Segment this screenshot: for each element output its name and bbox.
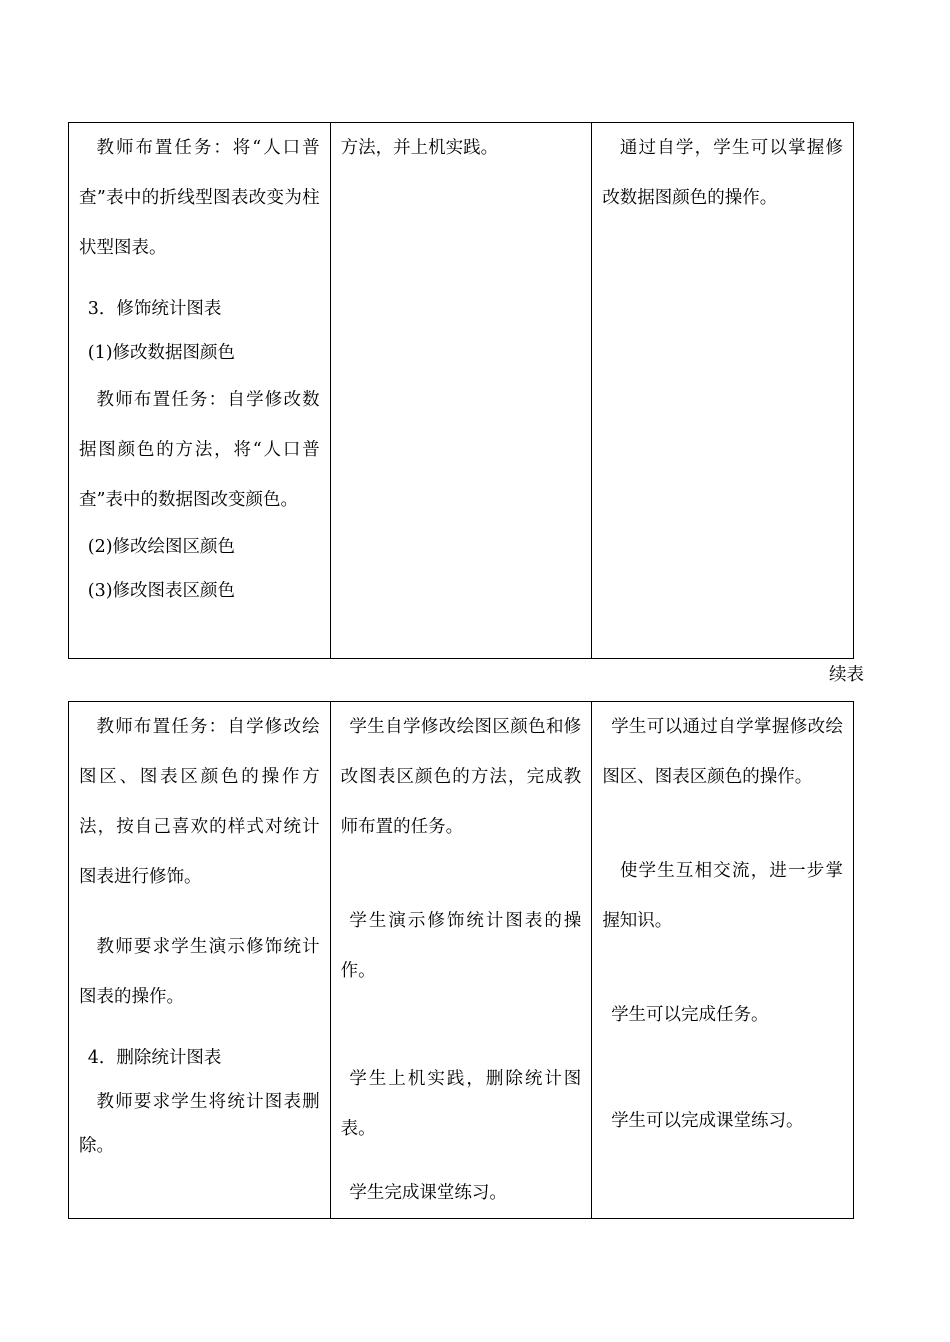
- table-row: [69, 702, 854, 1219]
- teacher-request-demo: 教师要求学生演示修饰统计图表的操作。: [79, 937, 320, 1007]
- subsection-data-color: (1)修改数据图颜色: [87, 343, 236, 363]
- student-practice-text: 方法，并上机实践。: [340, 138, 499, 158]
- student-self-study-text: 学生自学修改绘图区颜色和修改图表区颜色的方法，完成教师布置的任务。: [340, 717, 582, 837]
- lesson-table-part-2: [68, 701, 854, 1219]
- teacher-activity-cell: [69, 123, 331, 659]
- table-row: [69, 123, 854, 659]
- design-intent-complete-exercise: 学生可以完成课堂练习。: [611, 1111, 804, 1131]
- design-intent-exchange: 使学生互相交流，进一步掌握知识。: [602, 861, 843, 931]
- student-delete-practice-text: 学生上机实践，删除统计图表。: [340, 1069, 582, 1139]
- design-intent-cell: [592, 123, 854, 659]
- subsection-chart-area-color: (3)修改图表区颜色: [87, 581, 236, 601]
- continued-table-label: 续表: [829, 665, 864, 685]
- teacher-task-change-chart-type: 教师布置任务：将“人口普查”表中的折线型图表改变为柱状型图表。: [79, 138, 320, 258]
- student-activity-cell: [330, 702, 592, 1219]
- teacher-task-decorate-areas: 教师布置任务：自学修改绘图区、图表区颜色的操作方法，按自己喜欢的样式对统计图表进行修饰。: [79, 717, 320, 887]
- design-intent-complete-task: 学生可以完成任务。: [611, 1005, 769, 1025]
- design-intent-cell: [592, 702, 854, 1219]
- teacher-task-data-color: 教师布置任务：自学修改数据图颜色的方法，将“人口普查”表中的数据图改变颜色。: [79, 390, 320, 510]
- student-class-exercise-text: 学生完成课堂练习。: [349, 1183, 507, 1203]
- subsection-plot-area-color: (2)修改绘图区颜色: [87, 537, 236, 557]
- student-demo-text: 学生演示修饰统计图表的操作。: [340, 911, 582, 981]
- design-intent-self-study: 学生可以通过自学掌握修改绘图区、图表区颜色的操作。: [602, 717, 843, 787]
- design-intent-text: 通过自学，学生可以掌握修改数据图颜色的操作。: [602, 138, 843, 208]
- section-heading-decorate-chart: 3．修饰统计图表: [87, 299, 222, 319]
- teacher-activity-cell: [69, 702, 331, 1219]
- teacher-request-delete: 教师要求学生将统计图表删除。: [79, 1092, 320, 1156]
- section-heading-delete-chart: 4．删除统计图表: [87, 1048, 222, 1068]
- student-activity-cell: [330, 123, 592, 659]
- lesson-table-part-1: [68, 122, 854, 659]
